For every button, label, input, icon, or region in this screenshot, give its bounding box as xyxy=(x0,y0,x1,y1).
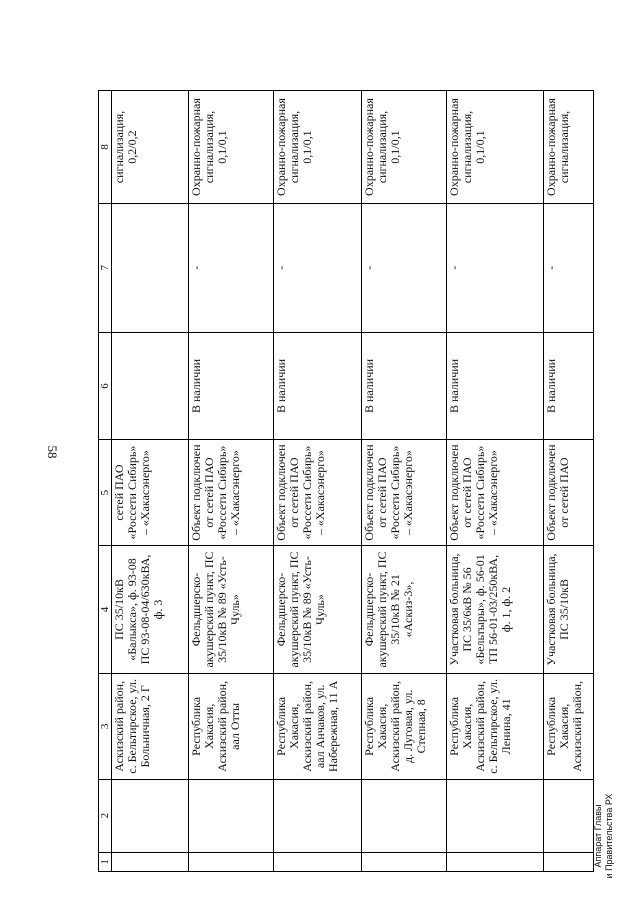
cell-availability: В наличии xyxy=(189,332,274,440)
table-row xyxy=(112,91,189,872)
cell-connection: Объект подключен от сетей ПАО «Россети Сибирь» – «Хакасэнерго» xyxy=(189,440,274,545)
cell-connection: Объект подключен от сетей ПАО «Россети Сибирь» – «Хакасэнерго» xyxy=(447,440,544,545)
cell-signalization: Охранно-пожарная сигнализация, 0,1/0,1 xyxy=(447,91,544,204)
cell-num xyxy=(189,852,274,871)
cell-col7: - xyxy=(362,204,447,332)
header-col-7: 7 xyxy=(99,204,112,332)
cell-num xyxy=(544,852,594,871)
header-row xyxy=(99,91,112,872)
header-col-4: 4 xyxy=(99,545,112,673)
cell-address: Республика Хакасия, Аскизский район, аал Анчаков, ул. Набережная, 11 А xyxy=(274,674,362,779)
cell-num xyxy=(112,852,189,871)
cell-object: Участковая больница, ПС 35/6кВ № 56 «Бельтыры», ф. 56-01 ТП 56-01-03/250кВА, ф. 1, ф. 2 xyxy=(447,545,544,673)
cell-name xyxy=(112,779,189,852)
header-col-8: 8 xyxy=(99,91,112,204)
cell-num xyxy=(362,852,447,871)
cell-availability: В наличии xyxy=(274,332,362,440)
table-row xyxy=(189,91,274,872)
cell-col7: - xyxy=(544,204,594,332)
cell-availability: В наличии xyxy=(544,332,594,440)
cell-num xyxy=(447,852,544,871)
cell-name xyxy=(189,779,274,852)
cell-address: Республика Хакасия, Аскизский район, xyxy=(544,674,594,779)
cell-object: Фельдшерско-акушерский пункт, ПС 35/10кВ № 89 «Усть-Чуль» xyxy=(189,545,274,673)
cell-name xyxy=(362,779,447,852)
cell-col7: - xyxy=(447,204,544,332)
cell-connection: сетей ПАО «Россети Сибирь» – «Хакасэнерго» xyxy=(112,440,189,545)
footer-line-2: и Правительства РХ xyxy=(604,793,614,879)
cell-object: Фельдшерско-акушерский пункт, ПС 35/10кВ № 89 «Усть-Чуль» xyxy=(274,545,362,673)
cell-object: ПС 35/10кВ «Балыкса», ф. 93-08 ПС 93-08-04/630кВА, ф. 3 xyxy=(112,545,189,673)
cell-col7: - xyxy=(189,204,274,332)
header-col-1: 1 xyxy=(99,852,112,871)
cell-availability: В наличии xyxy=(362,332,447,440)
cell-num xyxy=(274,852,362,871)
cell-object: Участковая больница, ПС 35/10кВ xyxy=(544,545,594,673)
cell-connection: Объект подключен от сетей ПАО «Россети Сибирь» – «Хакасэнерго» xyxy=(362,440,447,545)
cell-address: Республика Хакасия, Аскизский район, аал Отты xyxy=(189,674,274,779)
cell-availability: В наличии xyxy=(447,332,544,440)
header-col-3: 3 xyxy=(99,674,112,779)
table-row xyxy=(274,91,362,872)
cell-address: Аскизский район, с. Бельтирское, ул. Больничная, 2 Г xyxy=(112,674,189,779)
table-row xyxy=(447,91,544,872)
cell-signalization: Охранно-пожарная сигнализация, 0,1/0,1 xyxy=(362,91,447,204)
footer-line-1: Аппарат Главы xyxy=(593,804,603,868)
cell-availability xyxy=(112,332,189,440)
cell-object: Фельдшерско-акушерский пункт, ПС 35/10кВ № 21 «Аскиз-3», xyxy=(362,545,447,673)
header-col-2: 2 xyxy=(99,779,112,852)
cell-name xyxy=(544,779,594,852)
cell-col7: - xyxy=(274,204,362,332)
cell-name xyxy=(447,779,544,852)
cell-signalization: сигнализация, 0,2/0,2 xyxy=(112,91,189,204)
table-row xyxy=(362,91,447,872)
page-number: 58 xyxy=(45,445,60,459)
cell-connection: Объект подключен от сетей ПАО «Россети Сибирь» – «Хакасэнерго» xyxy=(274,440,362,545)
cell-signalization: Охранно-пожарная сигнализация, 0,1/0,1 xyxy=(189,91,274,204)
footer-stamp xyxy=(593,794,615,879)
cell-col7 xyxy=(112,204,189,332)
facilities-table xyxy=(98,90,594,872)
cell-signalization: Охранно-пожарная сигнализация, 0,1/0,1 xyxy=(274,91,362,204)
rotated-table-container xyxy=(98,90,584,872)
cell-name xyxy=(274,779,362,852)
header-col-6: 6 xyxy=(99,332,112,440)
cell-signalization: Охранно-пожарная сигнализация, xyxy=(544,91,594,204)
header-col-5: 5 xyxy=(99,440,112,545)
cell-connection: Объект подключен от сетей ПАО xyxy=(544,440,594,545)
cell-address: Республика Хакасия, Аскизский район, с. Бельтирское, ул. Ленина, 41 xyxy=(447,674,544,779)
cell-address: Республика Хакасия, Аскизский район, д. Луговая, ул. Степная, 8 xyxy=(362,674,447,779)
table-row xyxy=(544,91,594,872)
